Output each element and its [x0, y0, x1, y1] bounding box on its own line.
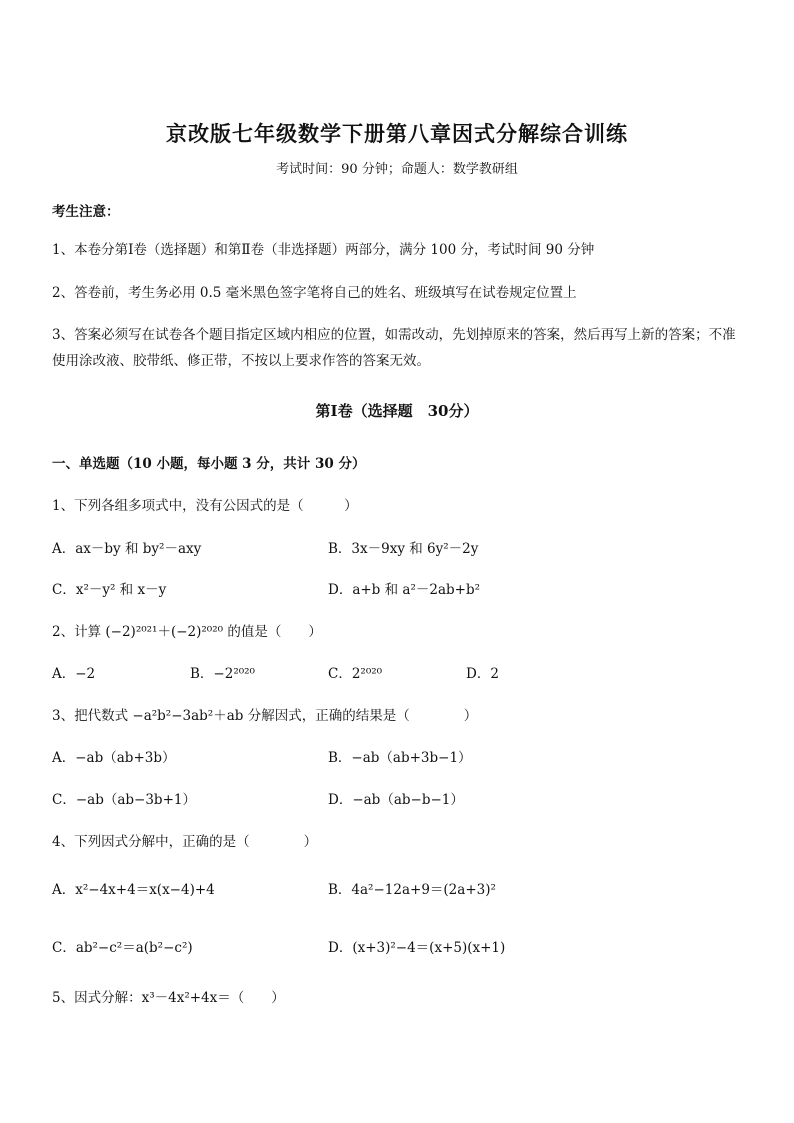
question-2-stem: 2、计算 (−2)²⁰²¹＋(−2)²⁰²⁰ 的值是（ ） [52, 624, 322, 640]
question-1-option-d: D．a+b 和 a²－2ab+b² [328, 582, 481, 598]
notice-heading: 考生注意： [52, 204, 120, 220]
exam-info: 考试时间：90 分钟；命题人：数学教研组 [276, 162, 518, 177]
question-4-stem: 4、下列因式分解中，正确的是（ ） [52, 834, 318, 850]
question-2-option-c: C．2²⁰²⁰ [328, 666, 383, 682]
question-4-option-c: C．ab²−c²＝a(b²−c²) [52, 940, 193, 956]
notice-item: 3、答案必须写在试卷各个题目指定区域内相应的位置，如需改动，先划掉原来的答案，然后再写上新的答案；不准使用涂改液、胶带纸、修正带，不按以上要求作答的答案无效。 [52, 327, 736, 369]
notice-item: 1、本卷分第Ⅰ卷（选择题）和第Ⅱ卷（非选择题）两部分，满分 100 分，考试时间 90 分钟 [52, 242, 595, 258]
question-4-option-d: D．(x+3)²−4＝(x+5)(x+1) [328, 940, 506, 956]
question-1-stem: 1、下列各组多项式中，没有公因式的是（ ） [52, 498, 358, 514]
question-5-stem: 5、因式分解：x³－4x²+4x＝（ ） [52, 990, 285, 1006]
question-1-option-c: C．x²－y² 和 x－y [52, 582, 167, 598]
question-2-option-b: B．−2²⁰²⁰ [190, 666, 255, 682]
question-1-option-b: B．3x－9xy 和 6y²－2y [328, 541, 479, 557]
question-1-option-a: A．ax－by 和 by²－axy [52, 541, 202, 557]
question-4-option-a: A．x²−4x+4＝x(x−4)+4 [52, 882, 215, 898]
section-title: 第Ⅰ卷（选择题 30分） [315, 402, 479, 420]
part-heading: 一、单选题（10 小题，每小题 3 分，共计 30 分） [52, 456, 366, 472]
question-3-option-b: B．−ab（ab+3b−1） [328, 750, 472, 766]
question-2-option-a: A．−2 [52, 666, 96, 682]
question-2-option-d: D．2 [466, 666, 499, 682]
question-3-option-d: D．−ab（ab−b−1） [328, 792, 464, 808]
question-3-option-a: A．−ab（ab+3b） [52, 750, 176, 766]
document-title: 京改版七年级数学下册第八章因式分解综合训练 [166, 121, 628, 146]
question-4-option-b: B．4a²−12a+9＝(2a+3)² [328, 882, 496, 898]
notice-item: 2、答卷前，考生务必用 0.5 毫米黑色签字笔将自己的姓名、班级填写在试卷规定位置上 [52, 285, 577, 301]
question-3-stem: 3、把代数式 −a²b²−3ab²＋ab 分解因式，正确的结果是（ ） [52, 708, 478, 724]
question-3-option-c: C．−ab（ab−3b+1） [52, 792, 196, 808]
